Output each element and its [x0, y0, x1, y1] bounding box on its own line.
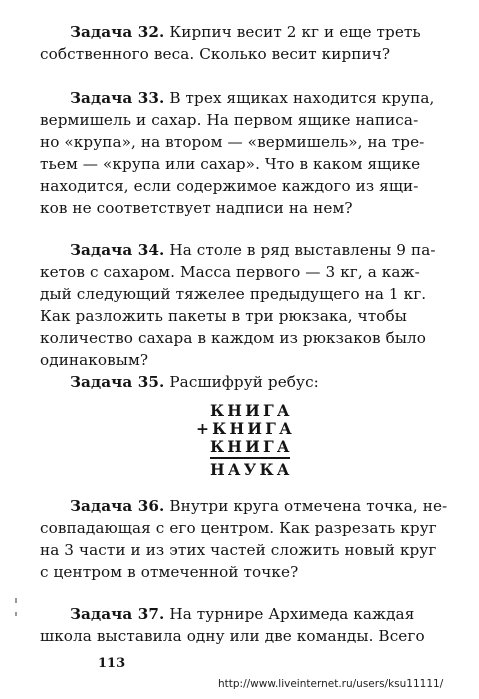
- scan-speck: [15, 612, 17, 616]
- problem-37-line-1: Задача 37. На турнире Архимеда каждая: [70, 605, 415, 623]
- problem-33-line-4: тьем — «крупа или сахар». Что в каком ящике: [40, 155, 421, 173]
- problem-33-line-6: ков не соответствует надписи на нем?: [40, 199, 353, 217]
- problem-36-line-1: Задача 36. Внутри круга отмечена точка, не-: [70, 497, 448, 515]
- rebus-row-1: КНИГА: [210, 401, 293, 420]
- problem-33-label: Задача 33.: [70, 89, 165, 107]
- problem-34-line-2: кетов с сахаром. Масса первого — 3 кг, а каж-: [40, 263, 420, 281]
- page-number: 113: [98, 656, 126, 671]
- problem-33-line-5: находится, если содержимое каждого из ящи-: [40, 177, 419, 195]
- watermark-url: http://www.liveinternet.ru/users/ksu11111/: [218, 678, 444, 690]
- problem-32-line-2: собственного веса. Сколько весит кирпич?: [40, 45, 391, 63]
- problem-37-label: Задача 37.: [70, 605, 165, 623]
- problem-34-line-3: дый следующий тяжелее предыдущего на 1 кг.: [40, 285, 427, 303]
- problem-36-line-3: на 3 части и из этих частей сложить новый круг: [40, 541, 437, 559]
- problem-36-line-4: с центром в отмеченной точке?: [40, 563, 299, 581]
- problem-37-line-2: школа выставила одну или две команды. Всего: [40, 627, 425, 645]
- problem-36-label: Задача 36.: [70, 497, 165, 515]
- problem-33-line-3: но «крупа», на втором — «вермишель», на тре-: [40, 133, 425, 151]
- problem-34-line-5: количество сахара в каждом из рюкзаков было: [40, 329, 427, 347]
- problem-34-line-6: одинаковым?: [40, 351, 149, 369]
- rebus-row-3: КНИГА: [210, 437, 293, 456]
- problem-33-line-1: Задача 33. В трех ящиках находится крупа,: [70, 89, 435, 107]
- rebus-result: НАУКА: [210, 460, 293, 479]
- problem-32-line-1: Задача 32. Кирпич весит 2 кг и еще треть: [70, 23, 421, 41]
- problem-36-line-2: совпадающая с его центром. Как разрезать круг: [40, 519, 437, 537]
- problem-35-label: Задача 35.: [70, 373, 165, 391]
- problem-33-line-2: вермишель и сахар. На первом ящике написа-: [40, 111, 419, 129]
- rebus-row-2: +КНИГА: [196, 419, 295, 438]
- problem-34-line-4: Как разложить пакеты в три рюкзака, чтобы: [40, 307, 407, 325]
- scan-speck: [15, 598, 17, 603]
- rebus-sum-line: [210, 457, 290, 459]
- problem-34-line-1: Задача 34. На столе в ряд выставлены 9 па-: [70, 241, 436, 259]
- problem-32-label: Задача 32.: [70, 23, 165, 41]
- problem-35-line-1: Задача 35. Расшифруй ребус:: [70, 373, 319, 391]
- problem-34-label: Задача 34.: [70, 241, 165, 259]
